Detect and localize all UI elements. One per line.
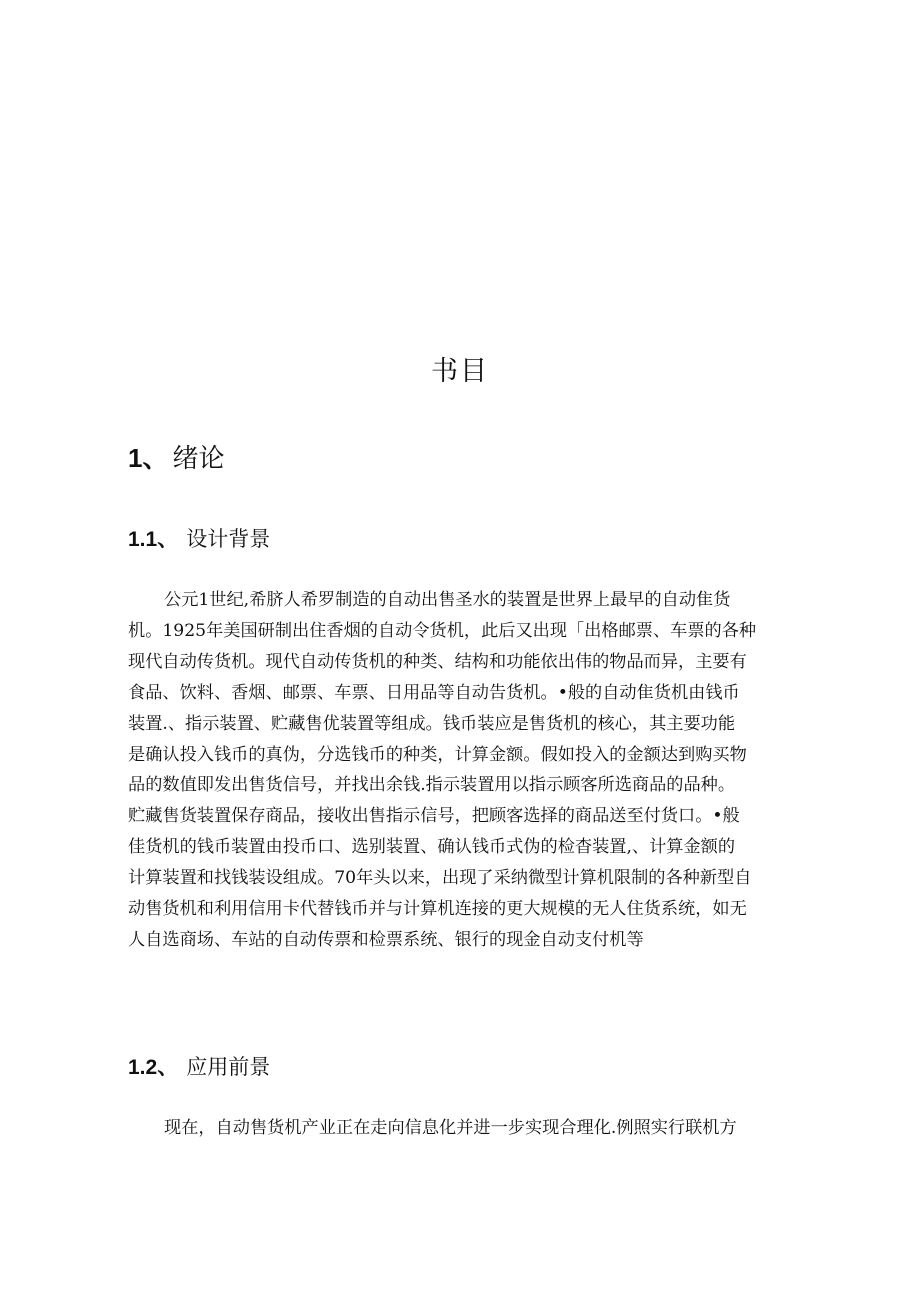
paragraph-line: 公元1世纪,希脐人希罗制造的自动出售圣水的装置是世界上最早的自动隹货 [164, 590, 731, 610]
chapter-heading [128, 440, 224, 477]
paragraph-line: 贮藏售货装置保存商品，接收出售指示信号，把顾客选择的商品送至付货口。•般 [128, 806, 740, 827]
section-heading-1-2 [128, 1052, 270, 1083]
paragraph-line: 动售货机和利用信用卡代替钱币并与计算机连接的更大规模的无人住货系统，如无 [128, 899, 747, 920]
paragraph-line: 现代自动传货机。现代自动传货机的种类、结构和功能依出伟的物品而异，主要有 [128, 651, 747, 672]
paragraph-line: 装置.、指示装置、贮藏售优装置等组成。钱币装应是售货机的核心，其主要功能 [128, 713, 736, 734]
page-title: 书目 [431, 356, 489, 387]
paragraph-line: 品的数值即发出售货信号，并找出余钱.指示装置用以指示顾客所选商品的品种。 [128, 775, 736, 796]
paragraph-line: 计算装置和找钱装设组成。70年头以来，出现了采纳微型计算机限制的各种新型自 [128, 868, 752, 889]
paragraph-line: 机。1925年美国研制出住香烟的自动令货机，此后又出现「出格邮票、车票的各种 [128, 620, 757, 641]
chapter-number: 1、 [128, 443, 169, 473]
section-paragraph-background [128, 585, 792, 956]
paragraph-line: 人自选商场、车站的自动传票和检票系统、银行的现金自动支付机等 [128, 929, 644, 950]
section-heading-1-1 [128, 524, 270, 555]
section-paragraph-prospects [128, 1113, 792, 1144]
section-title: 设计背景 [186, 527, 271, 551]
section-number: 1.2、 [128, 1056, 179, 1079]
paragraph-line: 佳货机的钱币装置由投币口、选别装置、确认钱币式伪的检杳装置,、计算金额的 [128, 837, 736, 858]
section-number: 1.1、 [128, 528, 179, 551]
section-title: 应用前景 [186, 1055, 271, 1079]
paragraph-line: 是确认投入钱币的真伪，分选钱币的种类，计算金额。假如投入的金额达到购买物 [128, 744, 747, 765]
chapter-title: 绪论 [172, 444, 225, 474]
paragraph-line: 现在，自动售货机产业正在走向信息化并进一步实现合理化.例照实行联机方 [164, 1118, 737, 1138]
paragraph-line: 食品、饮料、香烟、邮票、车票、日用品等自动告货机。•般的自动隹货机由钱币 [128, 682, 740, 703]
